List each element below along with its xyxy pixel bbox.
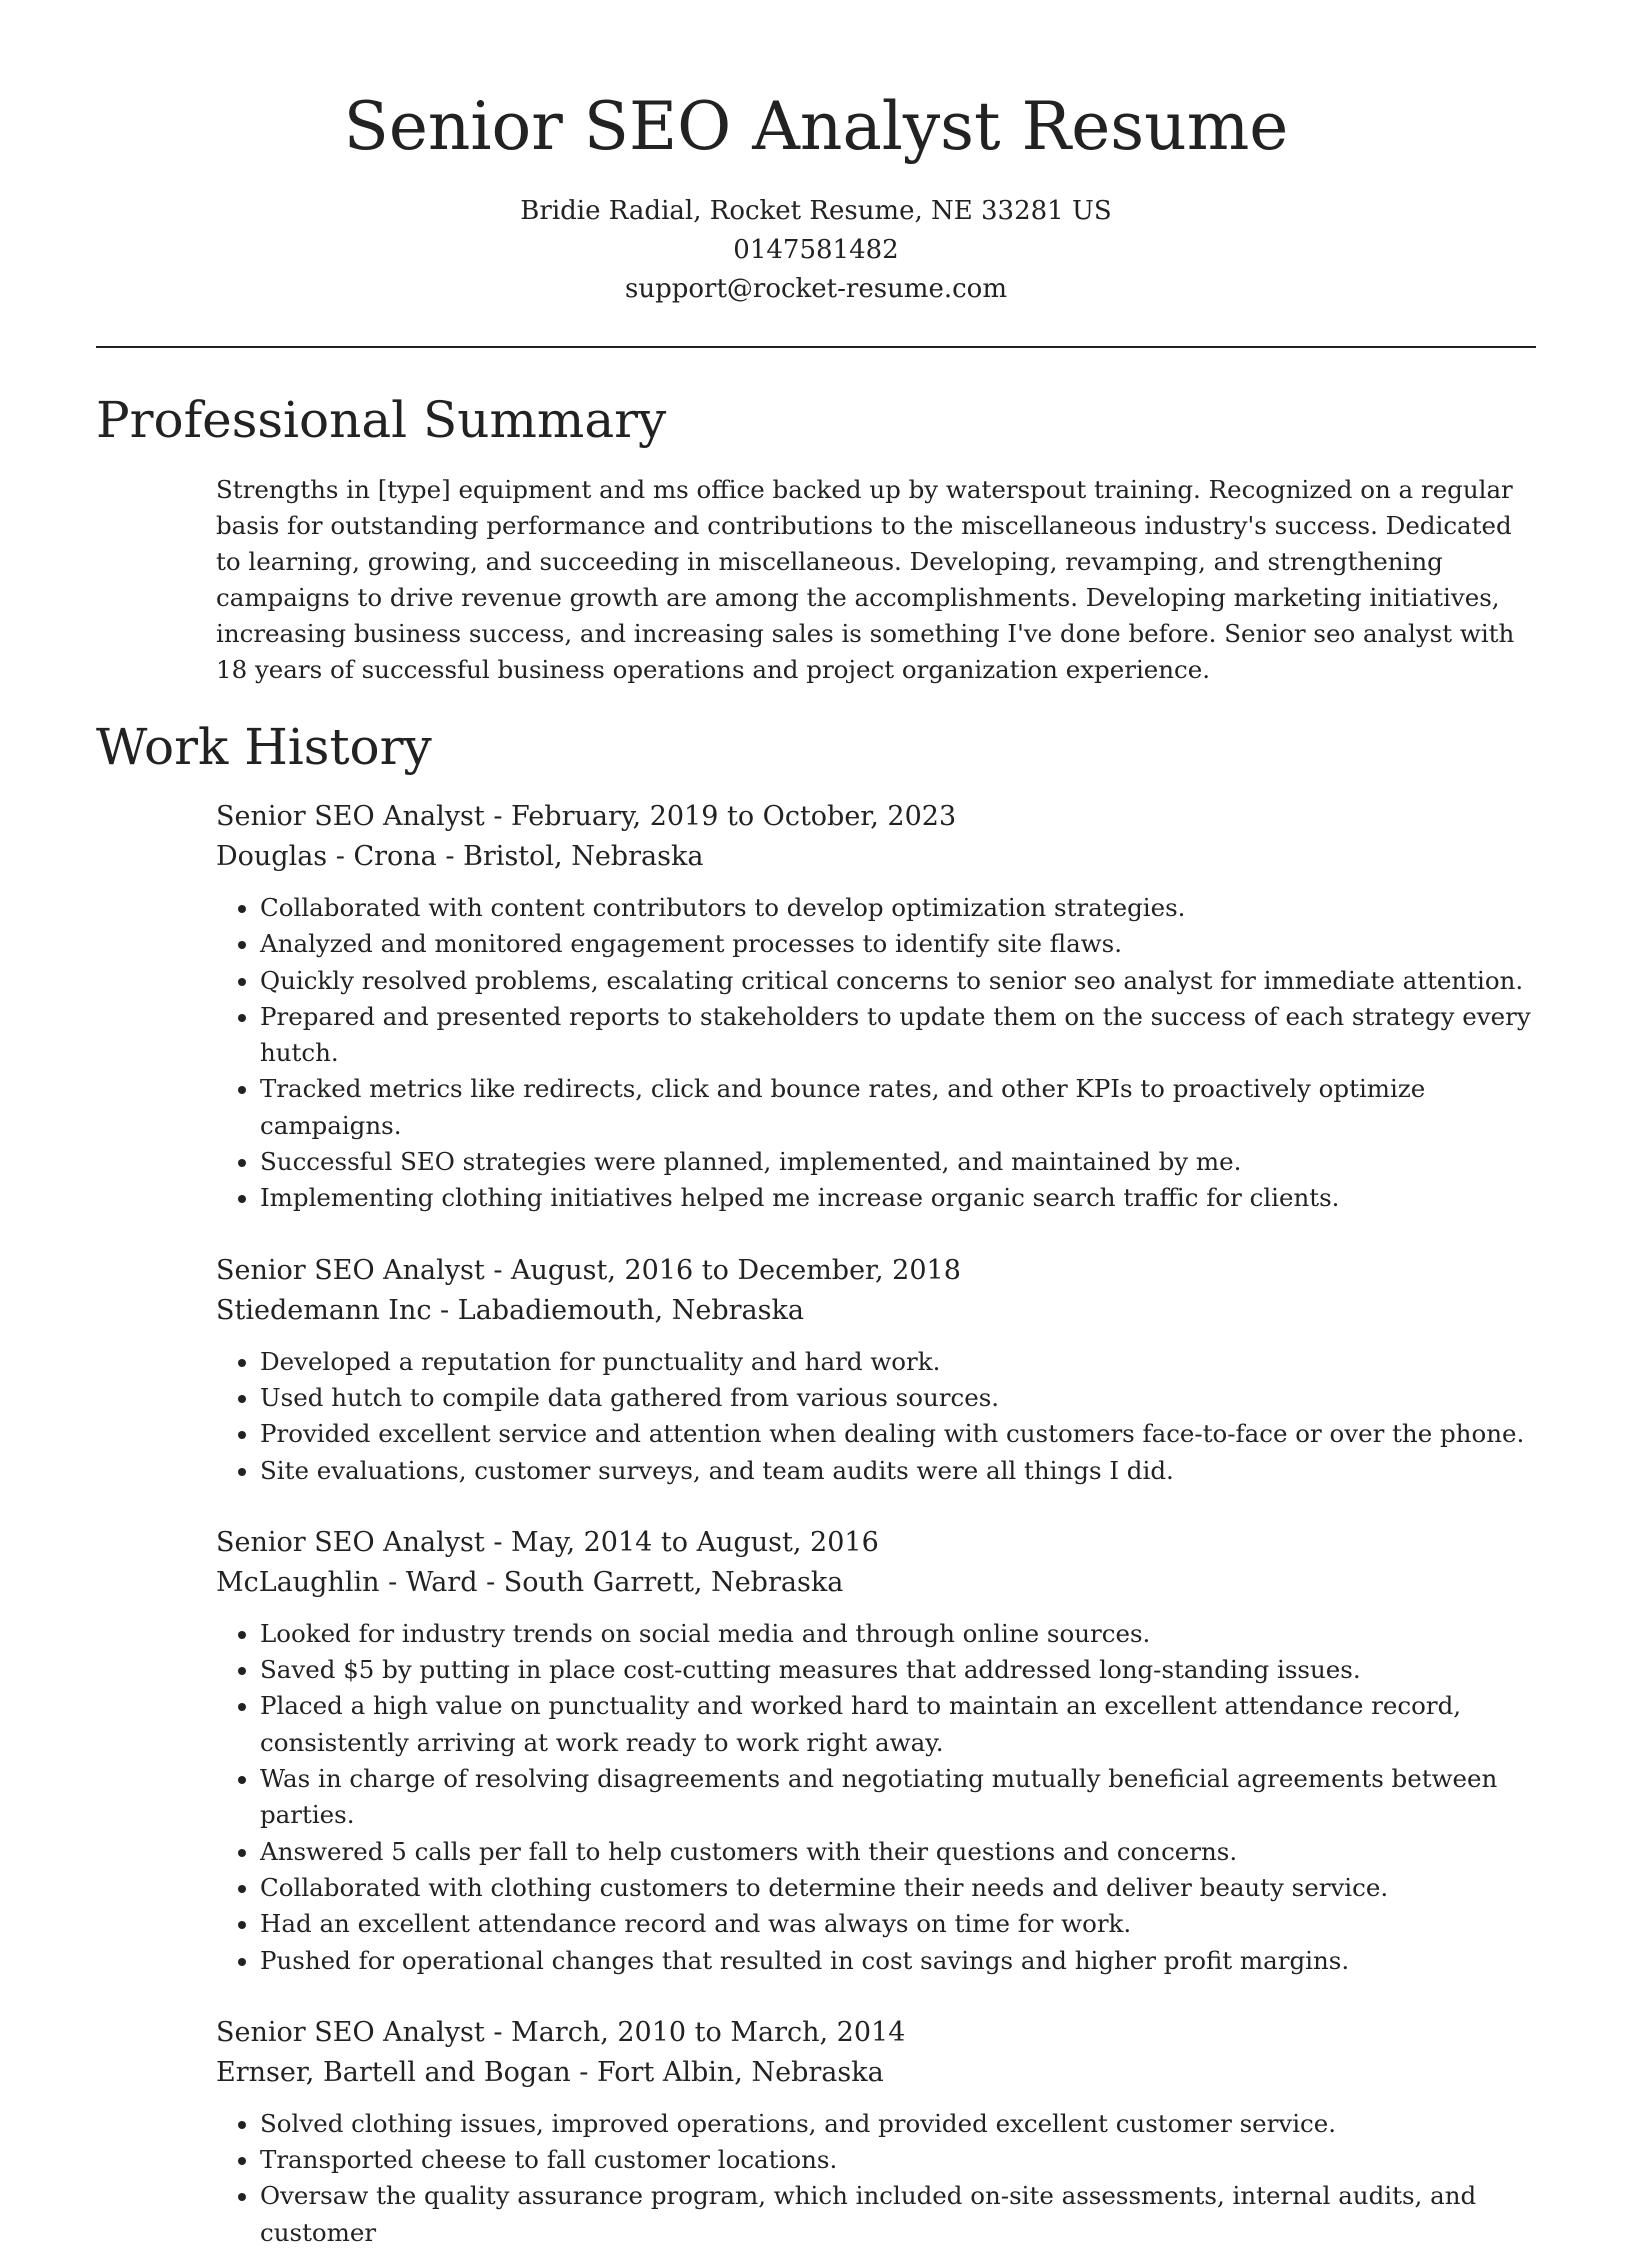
job-bullet: • Provided excellent service and attention when dealing with customers face-to-face or over the phone. bbox=[260, 1416, 1536, 1452]
contact-block bbox=[0, 192, 1632, 309]
job-company: Douglas - Crona bbox=[216, 841, 437, 872]
job-bullet: • Used hutch to compile data gathered from various sources. bbox=[260, 1380, 1536, 1416]
job-company: Ernser, Bartell and Bogan bbox=[216, 2056, 571, 2088]
job-bullet: • Placed a high value on punctuality and worked hard to maintain an excellent attendance record, consistently arriving at work ready to work right away. bbox=[260, 1688, 1536, 1761]
job-entry bbox=[216, 2013, 1536, 2251]
contact-address: Bridie Radial, Rocket Resume, NE 33281 US bbox=[520, 196, 1112, 226]
separator: - bbox=[570, 2056, 597, 2088]
job-bullet: • Quickly resolved problems, escalating critical concerns to senior seo analyst for immediate attention. bbox=[260, 963, 1536, 999]
job-bullet-list bbox=[216, 890, 1536, 1217]
job-dates: February, 2019 to October, 2023 bbox=[511, 801, 957, 832]
job-bullet: • Collaborated with clothing customers to determine their needs and deliver beauty service. bbox=[260, 1870, 1536, 1906]
job-title-line bbox=[216, 797, 1536, 837]
summary-heading: Professional Summary bbox=[96, 391, 667, 449]
job-bullet: • Saved $5 by putting in place cost-cutting measures that addressed long-standing issues. bbox=[260, 1652, 1536, 1688]
job-bullet: • Developed a reputation for punctuality and hard work. bbox=[260, 1344, 1536, 1380]
job-title-line bbox=[216, 1251, 1536, 1291]
job-company-line bbox=[216, 1563, 1536, 1603]
job-entry bbox=[216, 1251, 1536, 1489]
separator: - bbox=[484, 801, 512, 832]
job-bullet-list bbox=[216, 2106, 1536, 2251]
job-bullet: • Oversaw the quality assurance program, which included on-site assessments, internal audits, and customer bbox=[260, 2178, 1536, 2251]
job-bullet: • Prepared and presented reports to stakeholders to update them on the success of each strategy every hutch. bbox=[260, 999, 1536, 1072]
job-dates: August, 2016 to December, 2018 bbox=[511, 1254, 961, 1286]
job-title: Senior SEO Analyst bbox=[216, 1254, 485, 1286]
job-bullet-list bbox=[216, 1616, 1536, 1979]
summary-text: Strengths in [type] equipment and ms office backed up by waterspout training. Recognized on a regular basis for outstanding performance and contributions to the miscellaneous industry's success. Dedicated to learning, growing, and succeeding in miscellaneous. Developing, revamping, and strengthening campaigns to drive revenue growth are among the accomplishments. Developing marketing initiatives, increasing business success, and increasing sales is something I've done before. Senior seo analyst with 18 years of successful business operations and project organization experience. bbox=[216, 475, 1515, 684]
job-bullet: • Tracked metrics like redirects, click and bounce rates, and other KPIs to proactively optimize campaigns. bbox=[260, 1071, 1536, 1144]
job-bullet: • Had an excellent attendance record and was always on time for work. bbox=[260, 1906, 1536, 1942]
job-bullet: • Collaborated with content contributors to develop optimization strategies. bbox=[260, 890, 1536, 926]
separator: - bbox=[477, 1566, 504, 1598]
job-location: Bristol, Nebraska bbox=[463, 841, 704, 872]
work-history-heading: Work History bbox=[96, 718, 432, 776]
separator: - bbox=[484, 1526, 512, 1558]
page-title: Senior SEO Analyst Resume bbox=[343, 88, 1289, 165]
job-bullet: • Solved clothing issues, improved operations, and provided excellent customer service. bbox=[260, 2106, 1536, 2142]
job-bullet: • Transported cheese to fall customer locations. bbox=[260, 2142, 1536, 2178]
job-company: Stiedemann Inc bbox=[216, 1294, 432, 1326]
job-bullet: • Implementing clothing initiatives helped me increase organic search traffic for clients. bbox=[260, 1180, 1536, 1216]
job-title-line bbox=[216, 1523, 1536, 1563]
job-entry bbox=[216, 1523, 1536, 1979]
separator: - bbox=[436, 841, 464, 872]
separator: - bbox=[484, 1254, 512, 1286]
job-bullet: • Answered 5 calls per fall to help customers with their questions and concerns. bbox=[260, 1834, 1536, 1870]
job-bullet: • Was in charge of resolving disagreements and negotiating mutually beneficial agreements between parties. bbox=[260, 1761, 1536, 1834]
job-location: Fort Albin, Nebraska bbox=[597, 2056, 884, 2088]
job-company-line bbox=[216, 1291, 1536, 1331]
job-dates: March, 2010 to March, 2014 bbox=[511, 2016, 906, 2048]
job-location: South Garrett, Nebraska bbox=[503, 1566, 844, 1598]
job-company: McLaughlin - Ward bbox=[216, 1566, 478, 1598]
job-company-line bbox=[216, 2053, 1536, 2093]
job-title: Senior SEO Analyst bbox=[216, 2016, 485, 2048]
job-dates: May, 2014 to August, 2016 bbox=[511, 1526, 879, 1558]
job-bullet: • Site evaluations, customer surveys, and team audits were all things I did. bbox=[260, 1453, 1536, 1489]
work-history-list bbox=[0, 797, 1632, 2251]
job-bullet: • Pushed for operational changes that resulted in cost savings and higher profit margins. bbox=[260, 1943, 1536, 1979]
job-bullet: • Analyzed and monitored engagement processes to identify site flaws. bbox=[260, 926, 1536, 962]
job-bullet: • Looked for industry trends on social media and through online sources. bbox=[260, 1616, 1536, 1652]
separator: - bbox=[431, 1294, 458, 1326]
job-entry bbox=[216, 797, 1536, 1217]
job-title: Senior SEO Analyst bbox=[216, 801, 485, 832]
job-bullet-list bbox=[216, 1344, 1536, 1489]
contact-phone: 0147581482 bbox=[733, 235, 899, 265]
job-bullet: • Successful SEO strategies were planned, implemented, and maintained by me. bbox=[260, 1144, 1536, 1180]
header-divider bbox=[96, 346, 1536, 348]
job-company-line bbox=[216, 837, 1536, 877]
job-title-line bbox=[216, 2013, 1536, 2053]
contact-email: support@rocket-resume.com bbox=[624, 274, 1007, 304]
job-title: Senior SEO Analyst bbox=[216, 1526, 485, 1558]
separator: - bbox=[484, 2016, 512, 2048]
job-location: Labadiemouth, Nebraska bbox=[457, 1294, 804, 1326]
